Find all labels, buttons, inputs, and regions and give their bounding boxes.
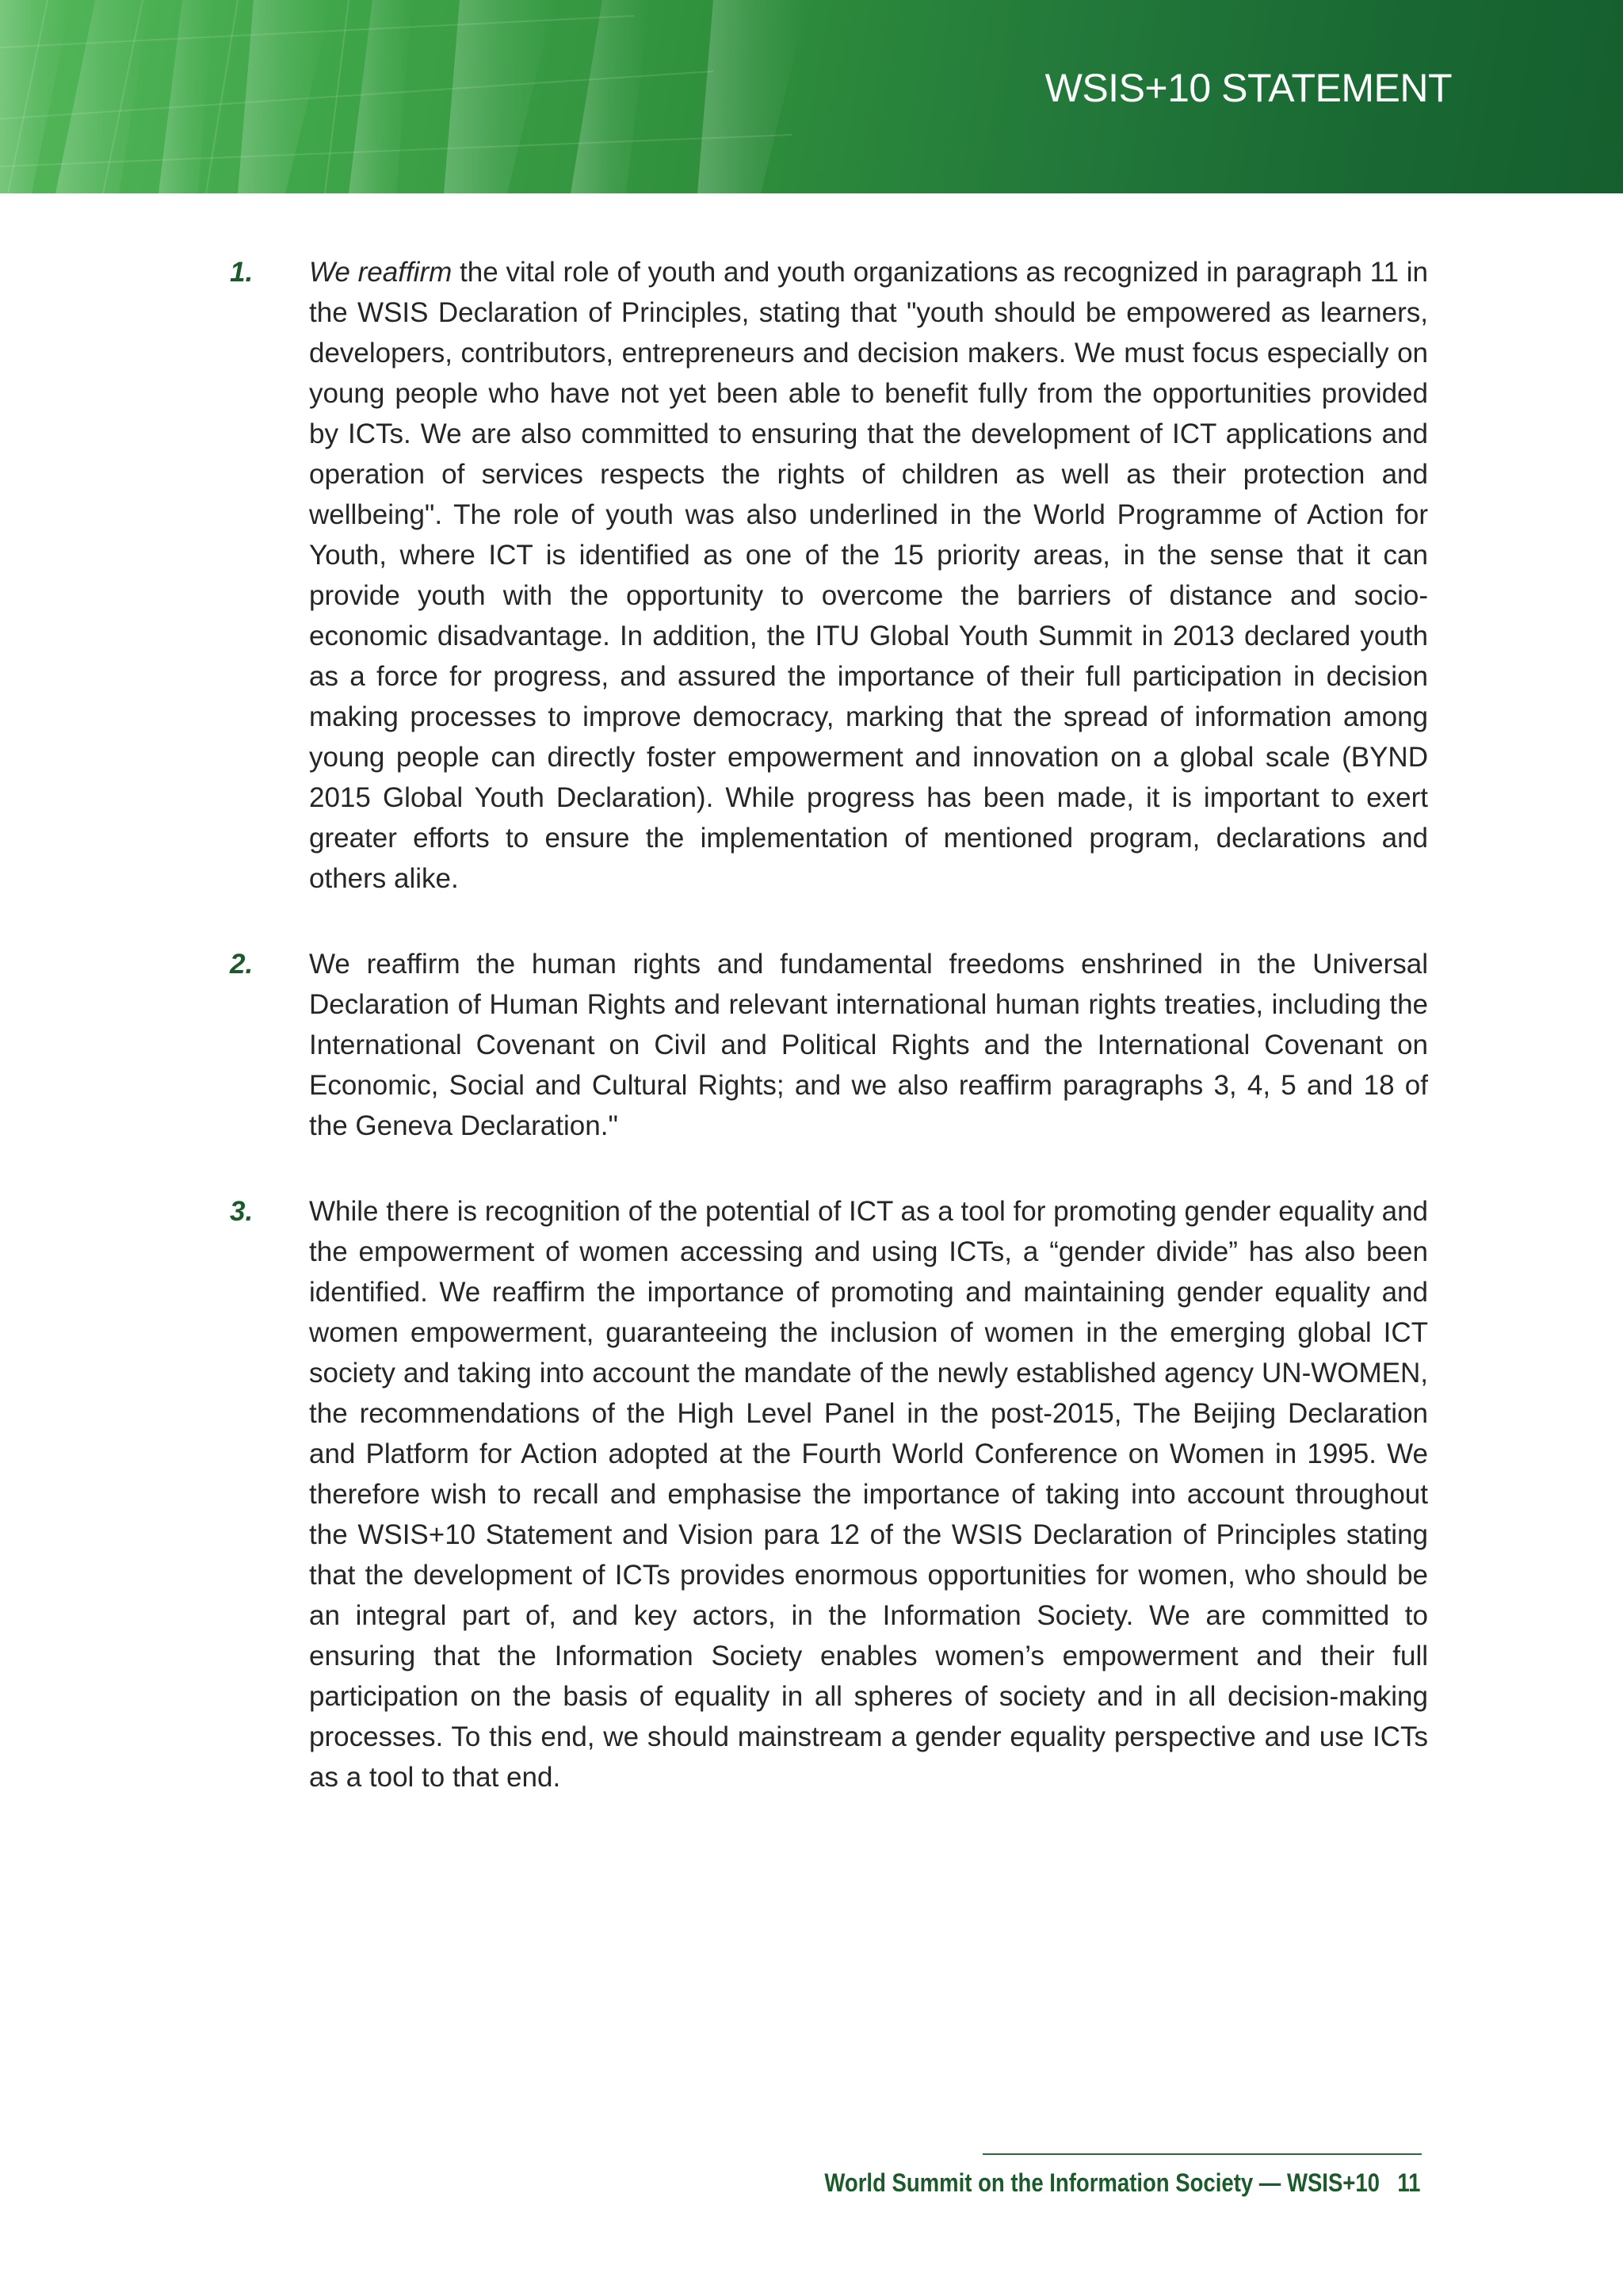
statement-item [230, 1191, 1428, 1797]
page-number: 11 [1396, 2168, 1420, 2197]
item-text: While there is recognition of the potential of ICT as a tool for promoting gender equality and the empowerment of women accessing and using ICTs, a “gender divide” has also been identified. We reaffirm the importance of promoting and maintaining gender equality and women empowerment, guaranteeing the inclusion of women in the emerging global ICT society and taking into account the mandate of the newly established agency UN-WOMEN, the recommendations of the High Level Panel in the post-2015, The Beijing Declaration and Platform for Action adopted at the Fourth World Conference on Women in 1995. We therefore wish to recall and emphasise the importance of taking into account throughout the WSIS+10 Statement and Vision para 12 of the WSIS Declaration of Principles stating that the development of ICTs provides enormous opportunities for women, who should be an integral part of, and key actors, in the Information Society. We are committed to ensuring that the Information Society enables women’s empowerment and their full participation on the basis of equality in all spheres of society and in all decision-making processes. To this end, we should mainstream a gender equality perspective and use ICTs as a tool to that end. [309, 1196, 1428, 1793]
header-banner [0, 0, 1623, 193]
statement-item [230, 252, 1428, 899]
item-number: 2. [230, 949, 254, 980]
header-title: WSIS+10 STATEMENT [1044, 66, 1452, 110]
item-number: 3. [230, 1196, 254, 1227]
footer [824, 2168, 1420, 2198]
statement-content [230, 252, 1428, 1843]
statement-item [230, 944, 1428, 1146]
item-text [309, 252, 1428, 899]
item-text: We reaffirm the human rights and fundamental freedoms enshrined in the Universal Declaration of Human Rights and relevant international human rights treaties, including the International Covenant on Civil and Political Rights and the International Covenant on Economic, Social and Cultural Rights; and we also reaffirm paragraphs 3, 4, 5 and 18 of the Geneva Declaration." [309, 949, 1428, 1141]
item-lead: We reaffirm [309, 257, 453, 288]
footer-title: World Summit on the Information Society — WSIS+10 [823, 2168, 1380, 2197]
item-number: 1. [230, 257, 254, 288]
item-body: the vital role of youth and youth organizations as recognized in paragraph 11 in the WSIS Declaration of Principles, stating that "youth should be empowered as learners, developers, contributors, entrepreneurs and decision makers. We must focus especially on young people who have not yet been able to benefit fully from the opportunities provided by ICTs. We are also committed to ensuring that the development of ICT applications and operation of services respects the rights of children as well as their protection and wellbeing". The role of youth was also underlined in the World Programme of Action for Youth, where ICT is identified as one of the 15 priority areas, in the sense that it can provide youth with the opportunity to overcome the barriers of distance and socio-economic disadvantage. In addition, the ITU Global Youth Summit in 2013 declared youth as a force for progress, and assured the importance of their full participation in decision making processes to improve democracy, marking that the spread of information among young people can directly foster empowerment and innovation on a global scale (BYND 2015 Global Youth Declaration). While progress has been made, it is important to exert greater efforts to ensure the implementation of mentioned program, declarations and others alike. [309, 257, 1428, 894]
footer-divider [983, 2153, 1422, 2155]
